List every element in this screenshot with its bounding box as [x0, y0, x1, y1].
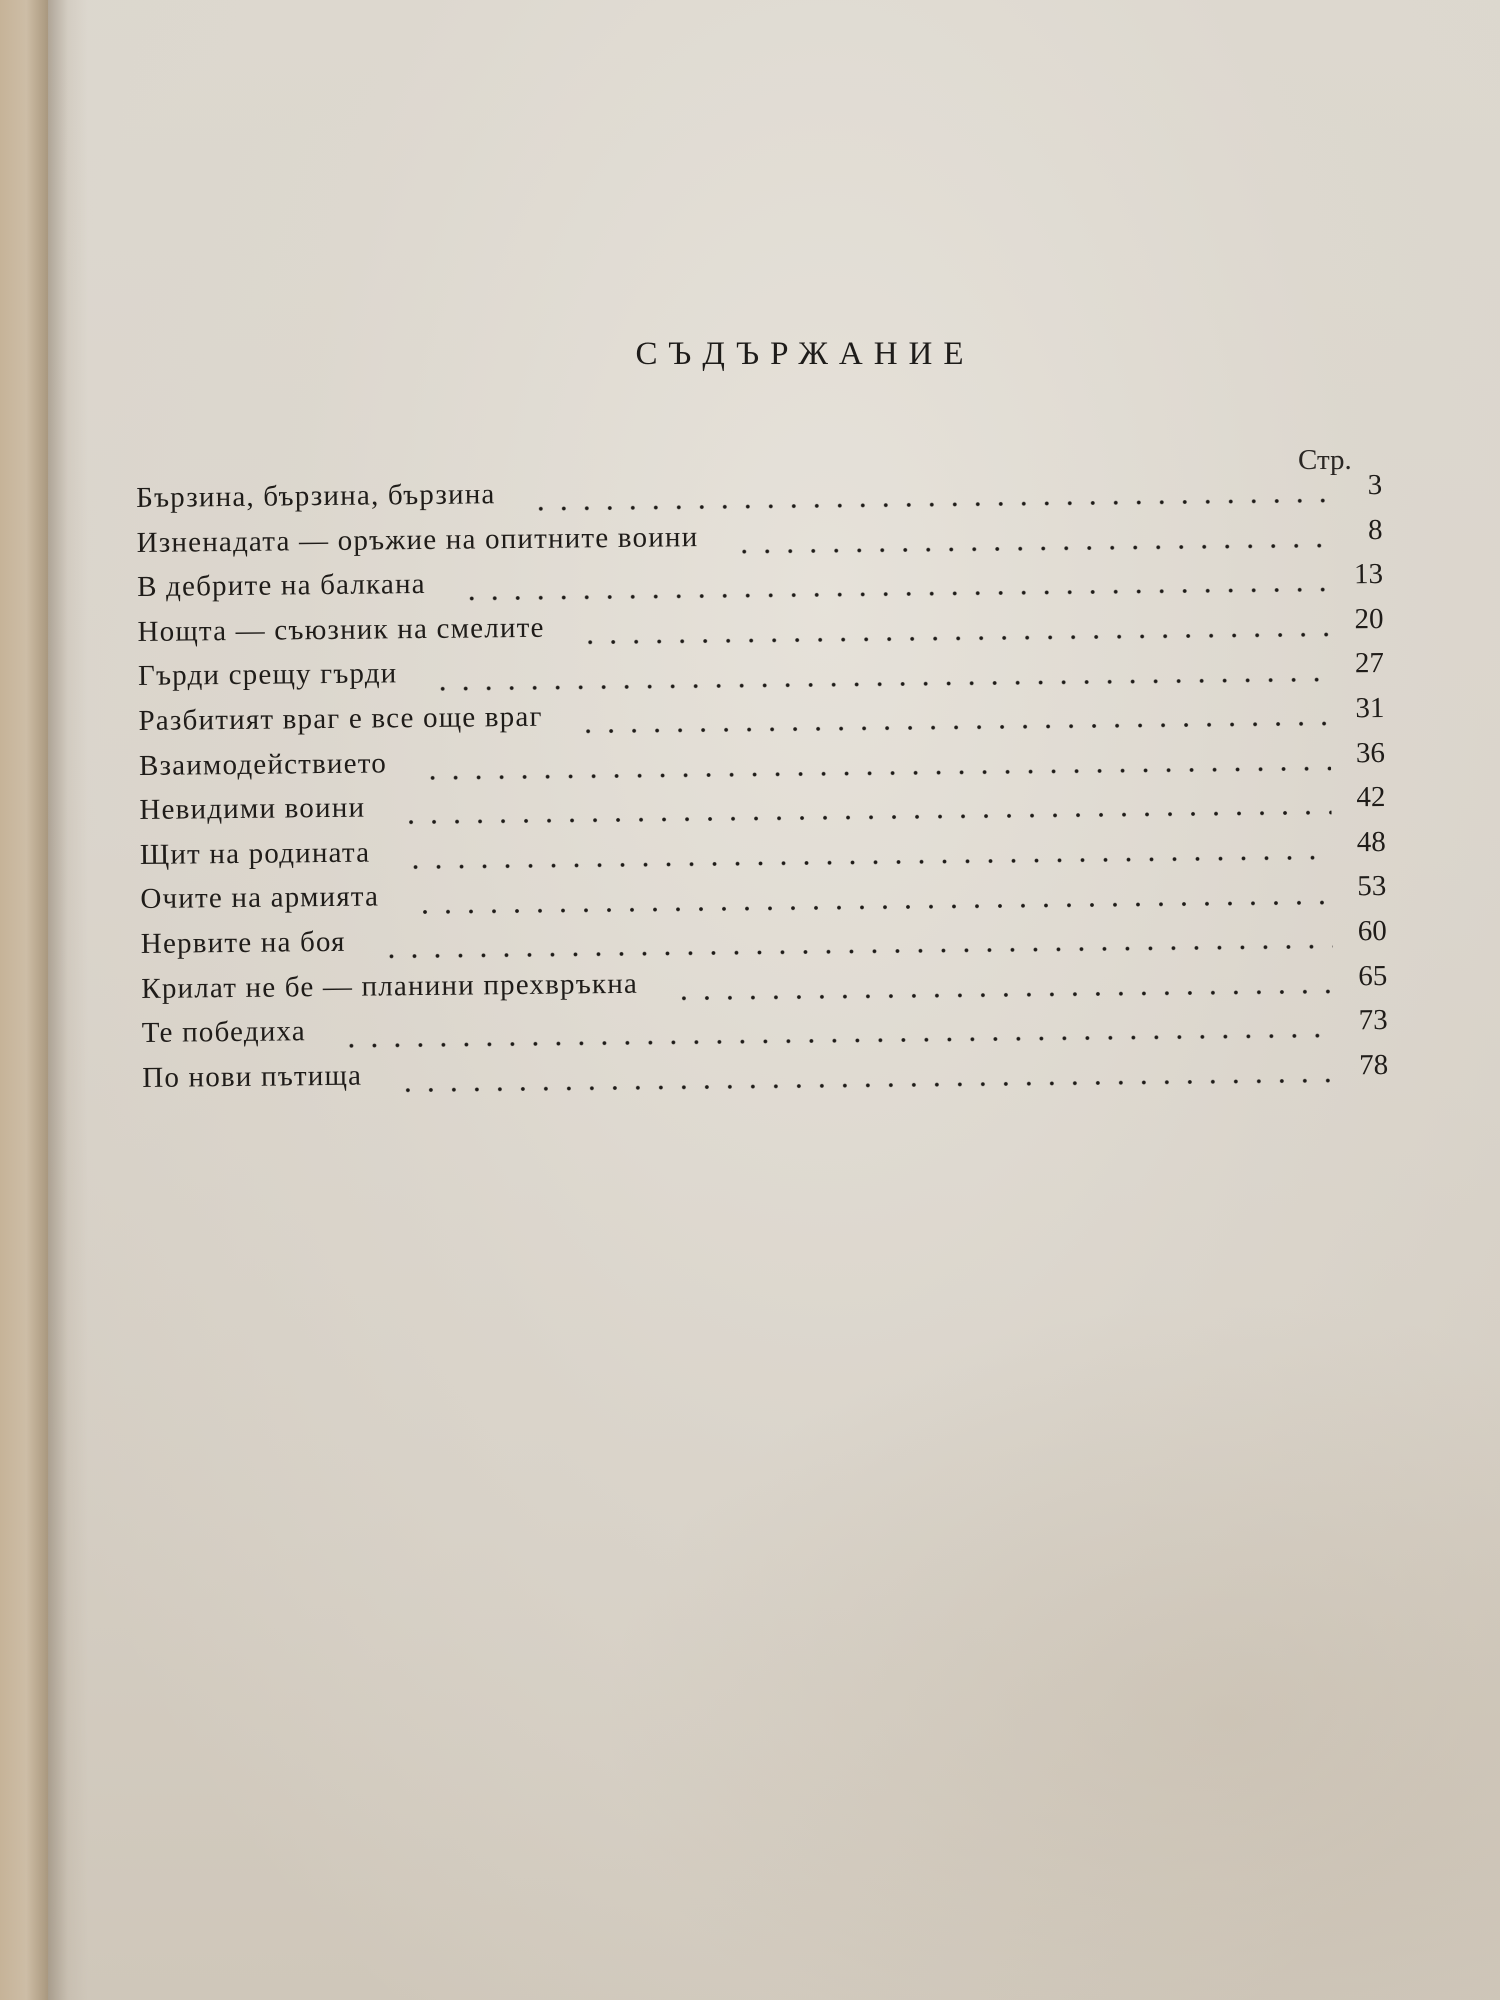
toc-entry-page: 8 — [1367, 513, 1383, 546]
toc-entry-page: 65 — [1358, 959, 1388, 992]
dot-leader — [399, 810, 1331, 826]
dot-leader — [460, 587, 1329, 602]
toc-entry-title: Бързина, бързина, бързина — [136, 478, 496, 514]
toc-entry-page: 42 — [1356, 781, 1386, 814]
paper-stain — [600, 1300, 1500, 2000]
toc-entry-page: 73 — [1358, 1004, 1388, 1037]
dot-leader — [421, 765, 1331, 781]
dot-leader — [577, 721, 1331, 735]
toc-entry-title: Гърди срещу гърди — [137, 657, 398, 693]
toc-heading: СЪДЪРЖАНИЕ — [635, 336, 975, 372]
toc-entry-page: 20 — [1354, 602, 1384, 636]
dot-leader — [733, 542, 1329, 554]
toc-entry-page: 27 — [1354, 647, 1385, 680]
toc-entry-page: 53 — [1357, 870, 1387, 903]
toc-entry-title: Взаимодействието — [138, 746, 388, 782]
dot-leader — [530, 498, 1329, 512]
page-spine-edge — [0, 0, 48, 2000]
dot-leader — [396, 1077, 1334, 1093]
toc-entry-page: 78 — [1359, 1048, 1389, 1081]
toc-entry-title: По нови пътища — [142, 1059, 363, 1094]
dot-leader — [340, 1033, 1334, 1049]
toc-entry-page: 36 — [1355, 736, 1386, 769]
toc-entry-title: Очите на армията — [140, 880, 380, 916]
toc-entry-title: Изненадата — оръжие на опитните воини — [136, 520, 699, 559]
toc-entry-page: 3 — [1367, 468, 1383, 502]
toc-entry-title: Невидими воини — [139, 791, 366, 827]
dot-leader — [579, 632, 1330, 646]
dot-leader — [413, 899, 1332, 915]
toc-entry-page: 13 — [1353, 558, 1384, 591]
toc-entry-title: Те победиха — [141, 1015, 307, 1050]
page-column-label: Стр. — [1298, 444, 1352, 476]
toc-entry-title: Нервите на боя — [140, 925, 346, 960]
toc-entry-title: Разбитият враг е все още враг — [138, 700, 543, 737]
table-of-contents — [136, 469, 1388, 1106]
toc-entry-title: Крилат не бе — планини прехвръкна — [141, 967, 639, 1005]
page-spine-shadow — [48, 0, 88, 2000]
dot-leader — [404, 855, 1332, 871]
toc-entry-title: Нощта — съюзник на смелите — [137, 611, 545, 648]
dot-leader — [672, 988, 1333, 1001]
dot-leader — [380, 944, 1333, 960]
dot-leader — [432, 676, 1331, 691]
toc-entry-title: Щит на родината — [139, 836, 371, 871]
toc-entry-page: 48 — [1356, 825, 1387, 858]
toc-entry-page: 31 — [1355, 691, 1385, 725]
toc-entry-page: 60 — [1357, 914, 1387, 948]
toc-entry-title: В дебрите на балкана — [136, 568, 426, 604]
